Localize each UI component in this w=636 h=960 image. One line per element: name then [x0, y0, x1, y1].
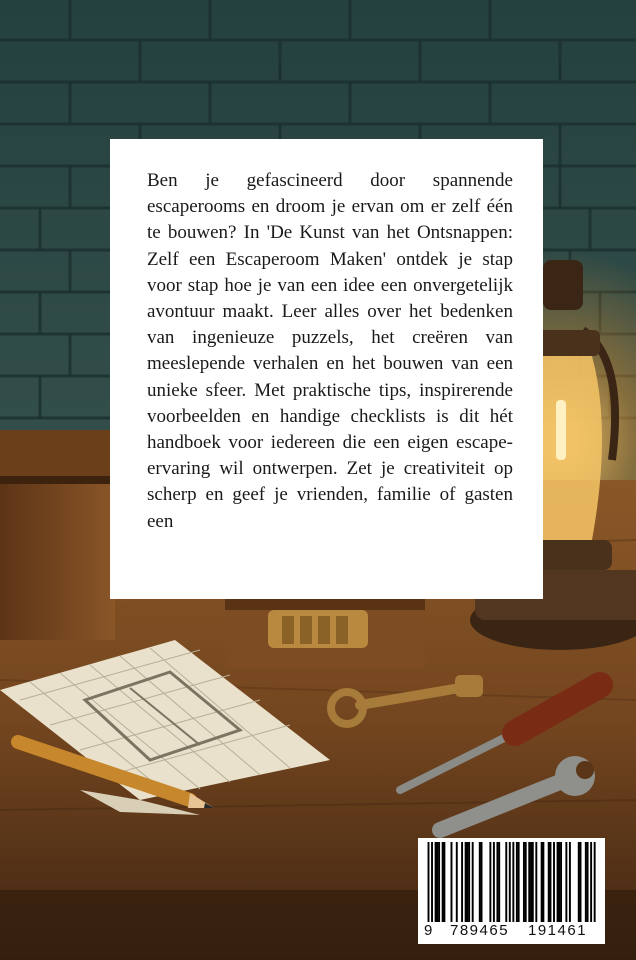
barcode-bar [505, 842, 507, 922]
barcode-bar [580, 842, 582, 922]
barcode-bar [550, 842, 552, 922]
barcode-bar [569, 842, 571, 922]
barcode-bar [558, 842, 560, 922]
barcode-bar [532, 842, 534, 922]
barcode-bar [438, 842, 440, 922]
barcode-bar [518, 842, 520, 922]
barcode-bar [431, 842, 433, 922]
barcode-bar [442, 842, 444, 922]
barcode-bar [587, 842, 589, 922]
isbn-group-right: 191461 [528, 922, 588, 939]
barcode-bar [548, 842, 550, 922]
barcode-bar [479, 842, 481, 922]
barcode-bar [565, 842, 567, 922]
barcode-bar [535, 842, 537, 922]
back-cover-blurb: Ben je gefascineerd door spannende escaperooms en droom je ervan om er zelf één te bouwen? In 'De Kunst van het Ontsnappen: Zelf een Escaperoom Maken' ontdek je stap voor stap hoe je van een idee een onvergetelijk avontuur maakt. Leer alles over het bedenken van ingenieuze puzzels, het creëren van meeslepende verhalen en het bouwen van een unieke sfeer. Met praktische tips, inspirerende voorbeelden en handige checklists is dit hét handboek voor iedereen die een eigen escape-ervaring wil ontwerpen. Zet je creativiteit op scherp en geef je vrienden, familie of gasten een [147, 170, 513, 532]
barcode-bar [516, 842, 518, 922]
barcode-bar [443, 842, 445, 922]
barcode-bar [435, 842, 437, 922]
blurb-panel [110, 139, 543, 599]
barcode-bar [436, 842, 438, 922]
barcode-bar [594, 842, 596, 922]
barcode-bar [557, 842, 559, 922]
barcode-bar [496, 842, 498, 922]
barcode-bar [472, 842, 474, 922]
barcode-bar [509, 842, 511, 922]
barcode-bar [493, 842, 495, 922]
barcode-bar [466, 842, 468, 922]
barcode-bar [560, 842, 562, 922]
barcode-bar [578, 842, 580, 922]
barcode-bar [542, 842, 544, 922]
barcode-bar [498, 842, 500, 922]
barcode-bar [481, 842, 483, 922]
barcode-bar [465, 842, 467, 922]
barcode-bars [424, 842, 599, 924]
barcode-bar [428, 842, 430, 922]
barcode-bar [456, 842, 458, 922]
barcode-bar [489, 842, 491, 922]
isbn-first-digit: 9 [424, 922, 433, 939]
barcode-bar [512, 842, 514, 922]
isbn-group-left: 789465 [450, 922, 510, 939]
barcode-bar [590, 842, 592, 922]
isbn-barcode [418, 838, 605, 944]
isbn-number [418, 922, 605, 940]
barcode-bar [451, 842, 453, 922]
barcode-bar [585, 842, 587, 922]
barcode-bar [525, 842, 527, 922]
barcode-bar [541, 842, 543, 922]
barcode-bar [530, 842, 532, 922]
barcode-bar [528, 842, 530, 922]
barcode-bar [461, 842, 463, 922]
barcode-bar [553, 842, 555, 922]
barcode-bar [468, 842, 470, 922]
barcode-bar [523, 842, 525, 922]
